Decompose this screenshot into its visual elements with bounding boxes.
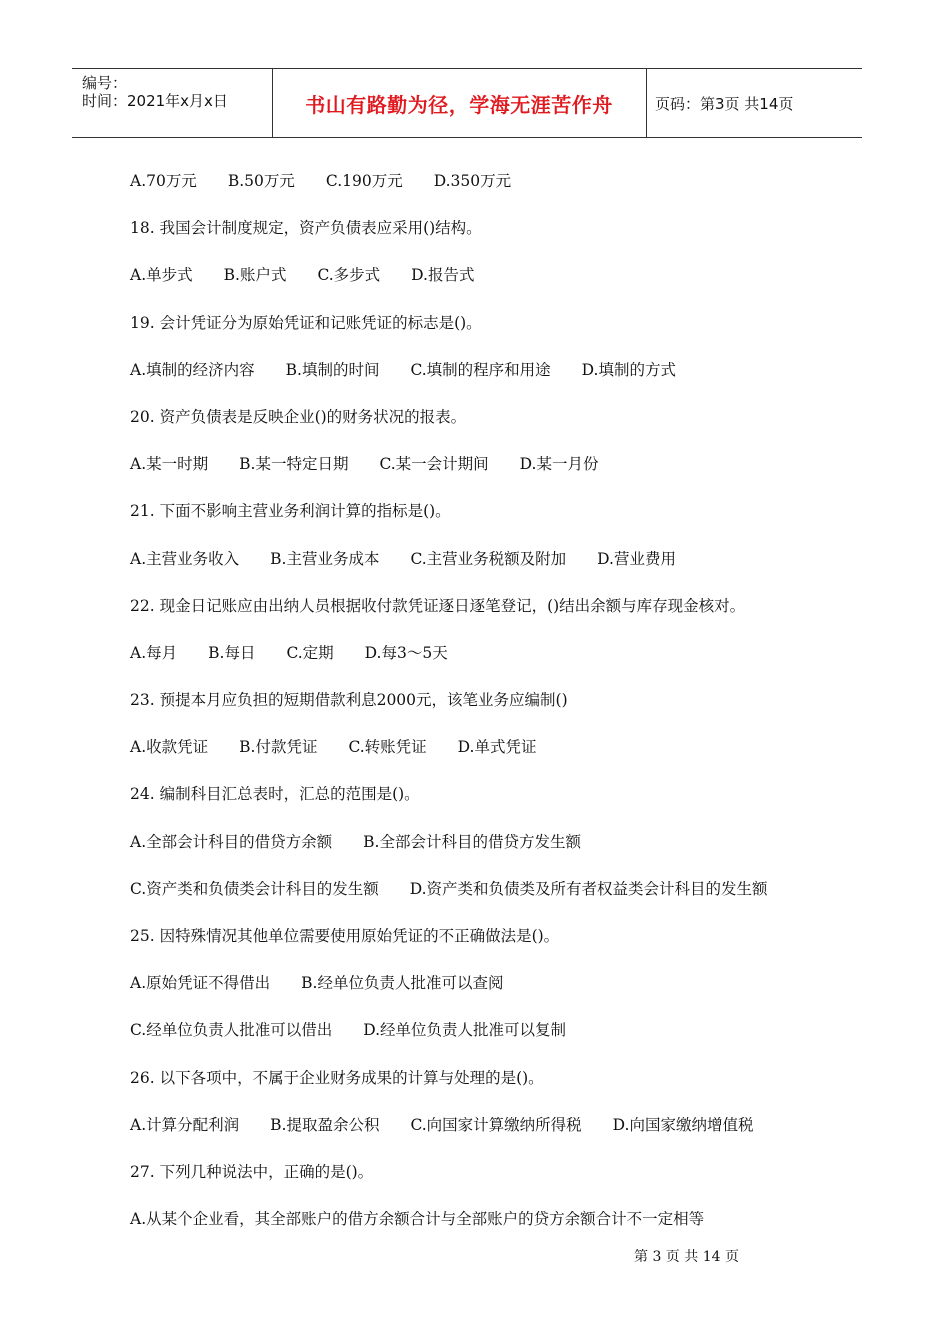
options-line: A.填制的经济内容 B.填制的时间 C.填制的程序和用途 D.填制的方式	[130, 360, 676, 379]
question-line: 27. 下列几种说法中，正确的是()。	[130, 1162, 374, 1181]
header-page-number: 页码：第3页 共14页	[655, 95, 794, 113]
question-line: 26. 以下各项中，不属于企业财务成果的计算与处理的是()。	[130, 1068, 544, 1087]
text-line: A.70万元 B.50万元 C.190万元 D.350万元	[130, 172, 512, 190]
options-line: A.单步式 B.账户式 C.多步式 D.报告式	[130, 266, 475, 285]
page-header	[72, 68, 862, 138]
question-line: 19. 会计凭证分为原始凭证和记账凭证的标志是()。	[130, 313, 482, 332]
options-line: A.主营业务收入 B.主营业务成本 C.主营业务税额及附加 D.营业费用	[130, 549, 676, 568]
header-page-cell	[647, 69, 862, 137]
question-line: 20. 资产负债表是反映企业()的财务状况的报表。	[130, 407, 467, 426]
document-time-label: 时间：2021年x月x日	[82, 92, 228, 110]
question-line: 18. 我国会计制度规定，资产负债表应采用()结构。	[130, 219, 482, 238]
question-line: 22. 现金日记账应由出纳人员根据收付款凭证逐日逐笔登记，()结出余额与库存现金核对。	[130, 596, 746, 615]
options-line: A.某一时期 B.某一特定日期 C.某一会计期间 D.某一月份	[130, 455, 599, 474]
header-motto: 书山有路勤为径，学海无涯苦作舟	[305, 93, 613, 117]
question-line: 21. 下面不影响主营业务利润计算的指标是()。	[130, 502, 451, 521]
options-line: A.每月 B.每日 C.定期 D.每3～5天	[130, 643, 448, 662]
options-line: A.全部会计科目的借贷方余额 B.全部会计科目的借贷方发生额	[130, 832, 581, 851]
header-motto-cell	[272, 69, 647, 137]
options-line: C.资产类和负债类会计科目的发生额 D.资产类和负债类及所有者权益类会计科目的发生额	[130, 879, 768, 898]
options-line: A.计算分配利润 B.提取盈余公积 C.向国家计算缴纳所得税 D.向国家缴纳增值税	[130, 1115, 754, 1134]
options-line: A.原始凭证不得借出 B.经单位负责人批准可以查阅	[130, 974, 504, 993]
options-line: C.经单位负责人批准可以借出 D.经单位负责人批准可以复制	[130, 1021, 567, 1040]
document-number-label: 编号：	[82, 74, 128, 92]
question-line: 24. 编制科目汇总表时，汇总的范围是()。	[130, 785, 420, 804]
document-body	[130, 168, 850, 1253]
page-footer: 第 3 页 共 14 页	[634, 1249, 739, 1265]
options-line: A.收款凭证 B.付款凭证 C.转账凭证 D.单式凭证	[130, 738, 537, 757]
question-line: 25. 因特殊情况其他单位需要使用原始凭证的不正确做法是()。	[130, 927, 560, 945]
question-line: 23. 预提本月应负担的短期借款利息2000元，该笔业务应编制()	[130, 691, 568, 710]
header-info-cell	[72, 69, 273, 137]
options-line: A.从某个企业看，其全部账户的借方余额合计与全部账户的贷方余额合计不一定相等	[130, 1210, 705, 1229]
